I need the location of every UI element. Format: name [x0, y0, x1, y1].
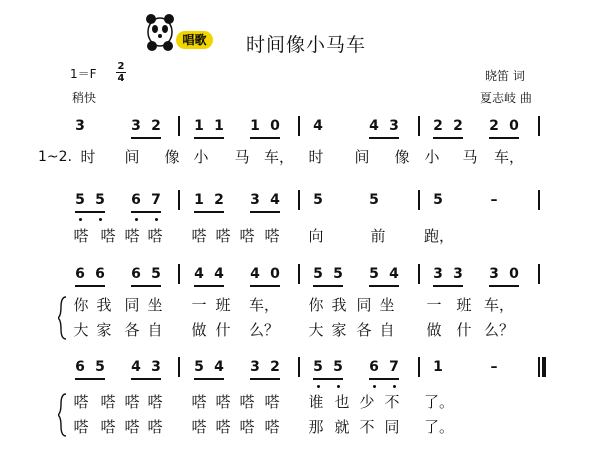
lyric-char: 嗒: [215, 418, 231, 436]
barline: [178, 190, 180, 210]
beam-underline: [433, 137, 463, 139]
barline: [298, 264, 300, 284]
lyric-char: 各: [124, 321, 140, 339]
note: 1: [194, 118, 204, 134]
note: 2: [433, 118, 443, 134]
note: 3: [489, 266, 499, 282]
lyric-char: 嗒: [147, 393, 163, 411]
note: 0: [270, 266, 280, 282]
lyric-char: 嗒: [239, 393, 255, 411]
note: 5: [75, 192, 85, 208]
lyric-char: 家: [96, 321, 112, 339]
note: 5: [369, 192, 379, 208]
beam-underline: [369, 285, 399, 287]
lyric-char: 嗒: [191, 227, 207, 245]
lyricist-credit: 晓笛 词: [485, 69, 525, 83]
lyric-char: 么？: [249, 321, 280, 339]
beam-underline: [194, 137, 224, 139]
note: 4: [389, 266, 399, 282]
lyric-char: 嗒: [264, 227, 280, 245]
barline: [538, 116, 540, 136]
final-barline-thick: [542, 357, 546, 377]
beam-underline: [131, 137, 161, 139]
note: 5: [95, 192, 105, 208]
lyric-char: 同: [124, 296, 140, 314]
lyric-char: 不: [359, 418, 375, 436]
beam-underline: [489, 285, 519, 287]
beam-underline: [194, 378, 224, 380]
key-signature: 1＝F: [70, 67, 97, 81]
lyric-char: 向: [308, 227, 324, 245]
lyric-char: 嗒: [215, 227, 231, 245]
barline: [418, 264, 420, 284]
note: 3: [131, 118, 141, 134]
note: 4: [250, 266, 260, 282]
note: 3: [250, 192, 260, 208]
lyric-char: 嗒: [100, 393, 116, 411]
note-dot: [99, 218, 102, 221]
lyric-char: 你: [308, 296, 324, 314]
song-badge: 唱歌: [176, 31, 213, 49]
note: 5: [333, 359, 343, 375]
note: 6: [131, 192, 141, 208]
note: 0: [509, 266, 519, 282]
time-bottom: 4: [117, 73, 125, 84]
note: 3: [75, 118, 85, 134]
note: 4: [270, 192, 280, 208]
lyric-char: 做: [191, 321, 207, 339]
lyric-char: 马: [462, 148, 478, 166]
beam-underline: [489, 137, 519, 139]
note: 4: [214, 359, 224, 375]
final-barline-thin: [538, 357, 540, 377]
lyric-char: 一: [426, 296, 442, 314]
beam-underline: [75, 378, 105, 380]
note-dot: [79, 218, 82, 221]
lyric-char: 自: [147, 321, 163, 339]
lyric-char: 嗒: [191, 418, 207, 436]
note: 7: [389, 359, 399, 375]
note: 6: [131, 266, 141, 282]
lyric-char: 你: [73, 296, 89, 314]
time-signature: [115, 61, 127, 84]
note: 6: [75, 266, 85, 282]
note: 5: [313, 266, 323, 282]
note: 2: [489, 118, 499, 134]
note: 4: [214, 266, 224, 282]
beam-underline: [75, 211, 105, 213]
lyric-char: 大: [308, 321, 324, 339]
lyric-char: 嗒: [124, 393, 140, 411]
barline: [178, 357, 180, 377]
lyric-char: 嗒: [264, 418, 280, 436]
note-dot: [337, 385, 340, 388]
note-dash: –: [490, 359, 498, 375]
lyric-char: 做: [426, 321, 442, 339]
beam-underline: [250, 378, 280, 380]
lyric-char: 一: [191, 296, 207, 314]
lyric-char: 班: [456, 296, 472, 314]
note: 1: [433, 359, 443, 375]
note: 3: [453, 266, 463, 282]
lyric-char: 嗒: [73, 418, 89, 436]
lyric-char: 车，: [494, 148, 525, 166]
note: 6: [75, 359, 85, 375]
lyric-char: 我: [331, 296, 347, 314]
beam-underline: [131, 378, 161, 380]
note: 4: [369, 118, 379, 134]
beam-underline: [250, 211, 280, 213]
barline: [298, 116, 300, 136]
lyric-char: 马: [234, 148, 250, 166]
lyric-char: 同: [384, 418, 400, 436]
lyric-char: 么？: [484, 321, 515, 339]
time-top: 2: [117, 61, 125, 72]
barline: [418, 357, 420, 377]
barline: [298, 190, 300, 210]
beam-underline: [250, 137, 280, 139]
lyric-char: 嗒: [100, 418, 116, 436]
lyric-char: 少: [359, 393, 375, 411]
note: 4: [313, 118, 323, 134]
beam-underline: [313, 285, 343, 287]
lyric-char: 时: [308, 148, 324, 166]
lyric-char: 什: [456, 321, 472, 339]
note: 3: [389, 118, 399, 134]
page-title: 时间像小马车: [246, 34, 367, 56]
lyric-char: 嗒: [264, 393, 280, 411]
lyric-char: 嗒: [239, 418, 255, 436]
lyric-brace: [58, 393, 68, 437]
lyric-char: 同: [356, 296, 372, 314]
lyric-char: 什: [215, 321, 231, 339]
note: 6: [95, 266, 105, 282]
lyric-char: 嗒: [124, 418, 140, 436]
lyric-char: 嗒: [100, 227, 116, 245]
beam-underline: [250, 285, 280, 287]
lyric-char: 坐: [147, 296, 163, 314]
lyric-char: 我: [96, 296, 112, 314]
beam-underline: [131, 285, 161, 287]
lyric-char: 自: [379, 321, 395, 339]
lyric-char: 嗒: [239, 227, 255, 245]
note: 3: [250, 359, 260, 375]
lyric-char: 前: [370, 227, 386, 245]
lyric-char: 嗒: [147, 227, 163, 245]
note: 3: [433, 266, 443, 282]
note: 5: [369, 266, 379, 282]
note: 6: [369, 359, 379, 375]
beam-underline: [194, 285, 224, 287]
beam-underline: [369, 378, 399, 380]
note: 2: [270, 359, 280, 375]
barline: [538, 264, 540, 284]
note: 4: [194, 266, 204, 282]
lyric-char: 小: [193, 148, 209, 166]
composer-credit: 夏志岐 曲: [480, 91, 532, 105]
beam-underline: [194, 211, 224, 213]
note: 0: [509, 118, 519, 134]
lyric-char: 间: [354, 148, 370, 166]
barline: [178, 116, 180, 136]
lyric-brace: [58, 296, 68, 340]
lyric-char: 嗒: [124, 227, 140, 245]
lyric-char: 大: [73, 321, 89, 339]
note: 0: [270, 118, 280, 134]
lyric-char: 不: [384, 393, 400, 411]
lyric-char: 嗒: [191, 393, 207, 411]
lyric-char: 嗒: [215, 393, 231, 411]
note: 2: [151, 118, 161, 134]
beam-underline: [433, 285, 463, 287]
note: 4: [131, 359, 141, 375]
note: 5: [333, 266, 343, 282]
tempo-marking: 稍快: [72, 91, 97, 105]
verse-marker: 1~2.: [38, 149, 72, 165]
lyric-char: 家: [331, 321, 347, 339]
note: 5: [313, 192, 323, 208]
lyric-char: 车，: [264, 148, 295, 166]
note: 7: [151, 192, 161, 208]
note: 5: [194, 359, 204, 375]
note-dot: [135, 218, 138, 221]
note: 5: [95, 359, 105, 375]
lyric-char: 也: [334, 393, 350, 411]
barline: [418, 116, 420, 136]
note: 3: [151, 359, 161, 375]
lyric-char: 那: [308, 418, 324, 436]
lyric-char: 间: [124, 148, 140, 166]
lyric-char: 嗒: [73, 393, 89, 411]
barline: [298, 357, 300, 377]
lyric-char: 车，: [249, 296, 280, 314]
lyric-char: 了。: [424, 418, 455, 436]
lyric-char: 嗒: [73, 227, 89, 245]
note: 1: [194, 192, 204, 208]
note: 1: [250, 118, 260, 134]
lyric-char: 车，: [484, 296, 515, 314]
lyric-char: 像: [164, 148, 180, 166]
lyric-char: 时: [80, 148, 96, 166]
note-dot: [317, 385, 320, 388]
barline: [178, 264, 180, 284]
lyric-char: 谁: [308, 393, 324, 411]
lyric-char: 坐: [379, 296, 395, 314]
note: 2: [453, 118, 463, 134]
lyric-char: 小: [424, 148, 440, 166]
lyric-char: 各: [356, 321, 372, 339]
note-dot: [373, 385, 376, 388]
lyric-char: 像: [394, 148, 410, 166]
note: 1: [214, 118, 224, 134]
barline: [418, 190, 420, 210]
lyric-char: 跑，: [424, 227, 455, 245]
note-dash: –: [490, 192, 498, 208]
lyric-char: 了。: [424, 393, 455, 411]
note: 5: [151, 266, 161, 282]
lyric-char: 班: [215, 296, 231, 314]
note-dot: [155, 218, 158, 221]
note: 5: [433, 192, 443, 208]
beam-underline: [75, 285, 105, 287]
beam-underline: [313, 378, 343, 380]
beam-underline: [369, 137, 399, 139]
lyric-char: 嗒: [147, 418, 163, 436]
note-dot: [393, 385, 396, 388]
barline: [538, 190, 540, 210]
note: 5: [313, 359, 323, 375]
beam-underline: [131, 211, 161, 213]
note: 2: [214, 192, 224, 208]
lyric-char: 就: [334, 418, 350, 436]
